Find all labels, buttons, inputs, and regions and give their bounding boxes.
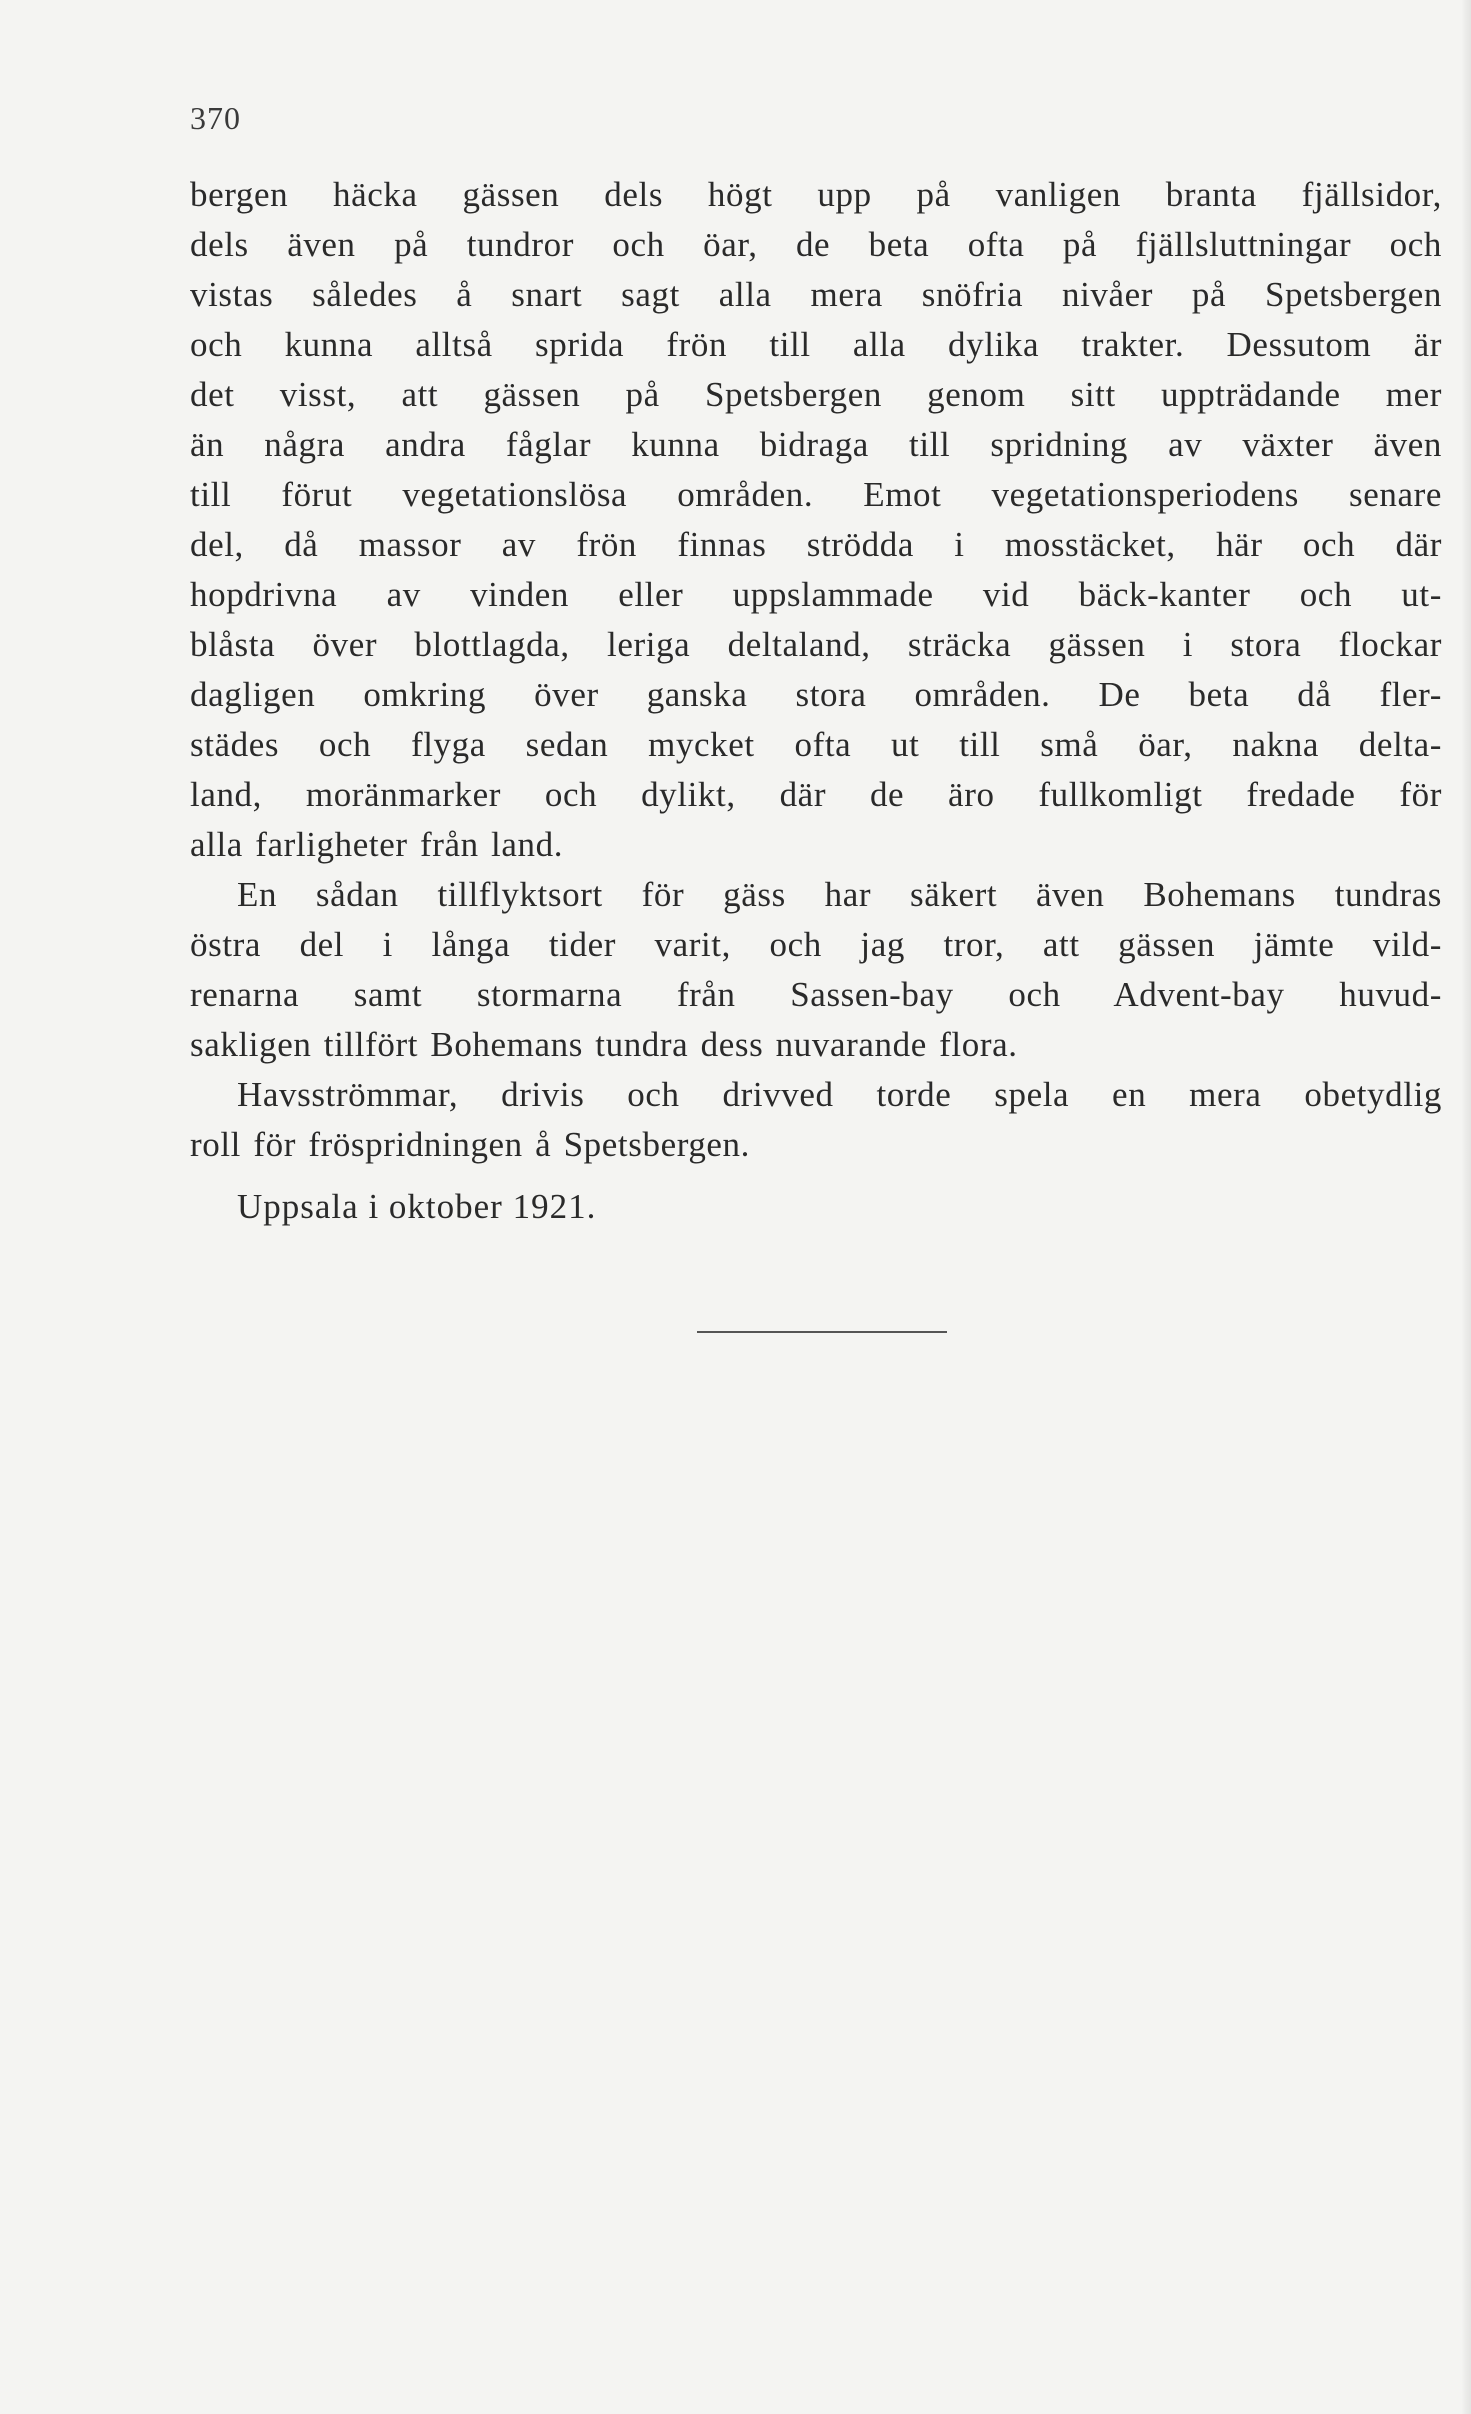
body-text xyxy=(190,170,1442,1170)
text-line: land, moränmarker och dylikt, där de äro fullkomligt fredade för xyxy=(190,775,1442,814)
text-line: och kunna alltså sprida frön till alla dylika trakter. Dessutom är xyxy=(190,325,1442,364)
text-line: vistas således å snart sagt alla mera snöfria nivåer på Spetsbergen xyxy=(190,275,1442,314)
text-line: En sådan tillflyktsort för gäss har säkert även Bohemans tundras xyxy=(237,875,1442,914)
text-line: östra del i långa tider varit, och jag tror, att gässen jämte vild- xyxy=(190,925,1442,964)
text-line: bergen häcka gässen dels högt upp på vanligen branta fjällsidor, xyxy=(190,175,1442,214)
page-edge-shadow xyxy=(1461,0,1471,2414)
page-number: 370 xyxy=(190,100,241,136)
text-line: hopdrivna av vinden eller uppslammade vid bäck-kanter och ut- xyxy=(190,575,1442,614)
text-line: del, då massor av frön finnas strödda i mosstäcket, här och där xyxy=(190,525,1442,564)
signoff-place-date: Uppsala i oktober 1921. xyxy=(237,1187,597,1226)
text-line: alla farligheter från land. xyxy=(190,825,564,864)
text-line: Havsströmmar, drivis och drivved torde spela en mera obetydlig xyxy=(237,1075,1442,1114)
text-line: dagligen omkring över ganska stora områden. De beta då fler- xyxy=(190,675,1442,714)
text-line: renarna samt stormarna från Sassen-bay och Advent-bay huvud- xyxy=(190,975,1442,1014)
end-rule xyxy=(697,1331,947,1333)
text-line: än några andra fåglar kunna bidraga till spridning av växter även xyxy=(190,425,1442,464)
text-line: städes och flyga sedan mycket ofta ut till små öar, nakna delta- xyxy=(190,725,1442,764)
text-line: dels även på tundror och öar, de beta ofta på fjällsluttningar och xyxy=(190,225,1442,264)
text-line: sakligen tillfört Bohemans tundra dess nuvarande flora. xyxy=(190,1025,1018,1064)
text-line: blåsta över blottlagda, leriga deltaland, sträcka gässen i stora flockar xyxy=(190,625,1442,664)
text-line: roll för fröspridningen å Spetsbergen. xyxy=(190,1125,751,1164)
text-line: det visst, att gässen på Spetsbergen genom sitt uppträdande mer xyxy=(190,375,1442,414)
text-line: till förut vegetationslösa områden. Emot vegetationsperiodens senare xyxy=(190,475,1442,514)
